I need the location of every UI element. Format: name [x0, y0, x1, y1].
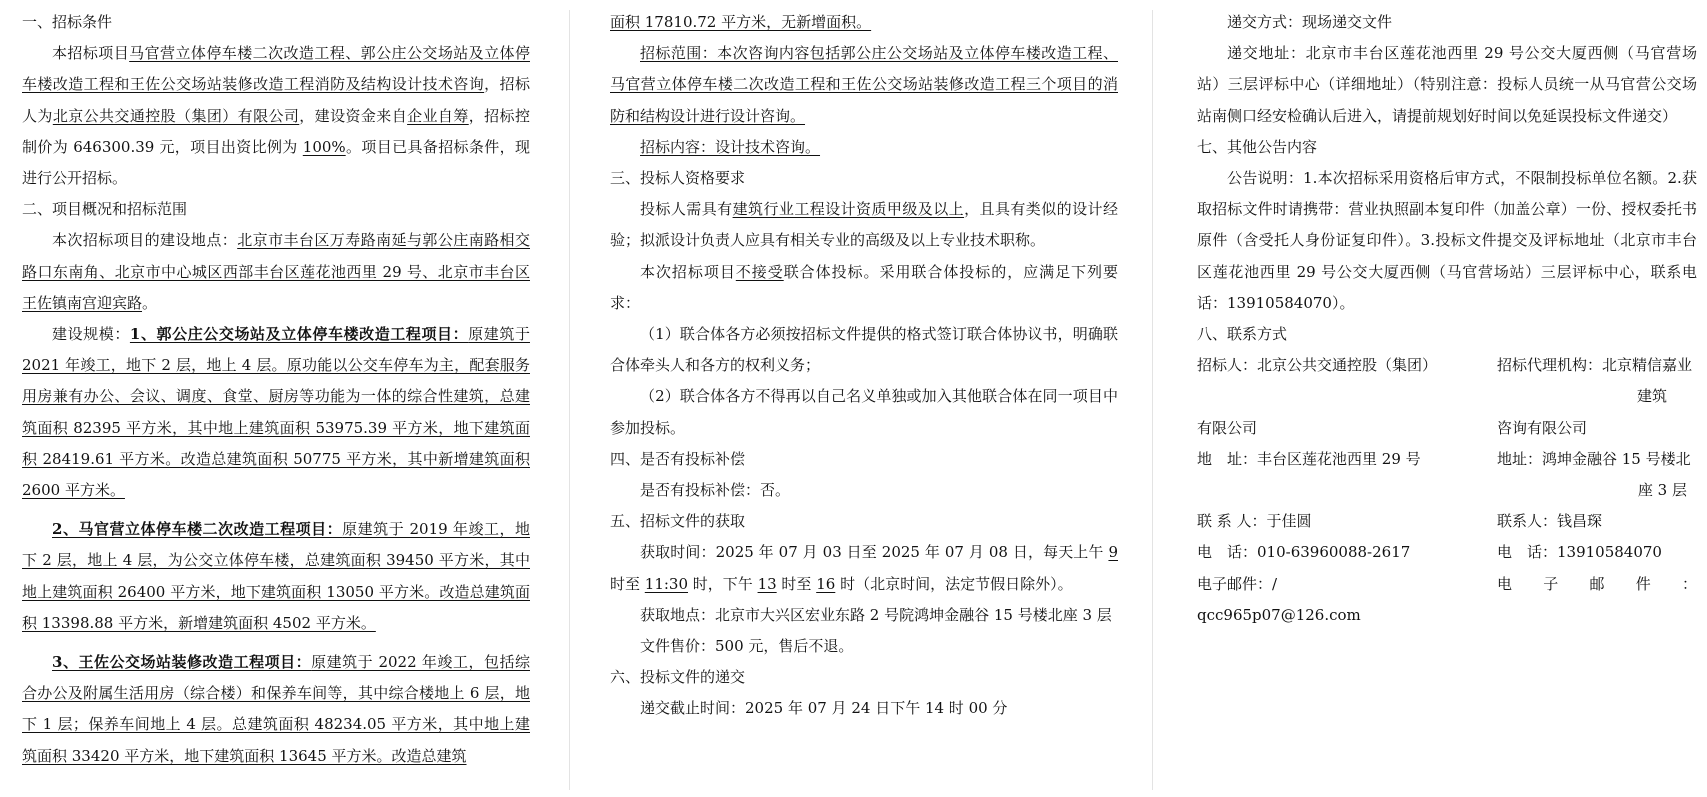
text: 本招标项目	[52, 44, 130, 63]
project-1-title: 1、郭公庄公交场站及立体停车楼改造工程项目：	[129, 325, 469, 344]
text: 面积 17810.72 平方米，无新增面积。	[610, 13, 872, 31]
section-heading-7: 七、其他公告内容	[1197, 137, 1318, 156]
agent-name-line-1: 招标代理机构：北京精信嘉业	[1497, 356, 1693, 375]
tender-scope: 招标范围：本次咨询内容包括郭公庄公交场站及立体停车楼改造工程、马官营立体停车楼二次改造工程和王佐公交场站装修改造工程三个项目的消防和结构设计进行设计咨询。	[610, 44, 1118, 125]
column-divider	[1152, 10, 1153, 790]
time-value: 13	[757, 574, 777, 593]
location-paragraph	[22, 225, 530, 319]
agent-address-line-2: 座 3 层	[1637, 481, 1687, 500]
document-price-paragraph: 文件售价：500 元，售后不退。	[640, 637, 854, 656]
text: 子	[1543, 574, 1559, 593]
agent-address	[1497, 444, 1697, 506]
tender-scope-paragraph	[610, 38, 1118, 132]
project-3-description: 原建筑于 2022 年竣工，包括综合办公及附属生活用房（综合楼）和保养车间等，其中综合楼地上 6 层，地下 1 层；保养车间地上 4 层。总建筑面积 48234.05 平方米，其中地上建筑面积 33420 平方米，地下建筑面积 13645 平方米。改造总建筑	[22, 653, 530, 765]
qualification-paragraph	[610, 194, 1118, 256]
text: 本次招标项目	[640, 262, 736, 281]
compensation-paragraph: 是否有投标补偿：否。	[640, 481, 791, 500]
tenderer-name-line-2: 有限公司	[1197, 418, 1258, 437]
qualification-level: 建筑行业工程设计资质甲级及以上	[732, 200, 965, 219]
text: 。	[142, 293, 158, 312]
time-value: 16	[816, 574, 836, 593]
continued-area-text	[610, 7, 1118, 38]
agent-name-line-2: 建筑	[1636, 387, 1667, 406]
spacer	[22, 639, 530, 647]
agent-address-line-1: 地址：鸿坤金融谷 15 号楼北	[1497, 449, 1691, 468]
text: 投标人需具有	[640, 200, 733, 219]
text: 时至	[610, 574, 645, 593]
construction-location: 北京市丰台区万寿路南延与郭公庄南路相交路口东南角、北京市中心城区西部丰台区莲花池西里 29 号、北京市丰台区王佐镇南宫迎宾路	[22, 231, 530, 312]
text: 联合体投标。采用联合体投标的，应满足下列要求：	[610, 262, 1118, 312]
tenderer-label: 招标人：北京公共交通控股（集团）	[1197, 356, 1438, 375]
contact-row-phone	[1197, 537, 1697, 568]
tender-conditions-paragraph	[22, 38, 530, 194]
tenderer-contact-person: 联 系 人：于佳圆	[1197, 512, 1312, 531]
page-column-1	[22, 7, 530, 797]
tenderer-name: 北京公共交通控股（集团）有限公司	[52, 106, 300, 125]
tenderer-phone: 电 话：010-63960088-2617	[1197, 543, 1411, 562]
announcement-notes-paragraph: 公告说明：1.本次招标采用资格后审方式，不限制投标单位名额。2.获取招标文件时请携带：营业执照副本复印件（加盖公章）一份、授权委托书原件（含受托人身份证复印件）。3.投标文件提交及评标地址（北京市丰台区莲花池西里 29 号公交大厦西侧（马官营场站）三层评标中心，联系电话：13910584070）。	[1197, 169, 1697, 312]
scale-paragraph-3	[22, 647, 530, 772]
section-heading-1: 一、招标条件	[22, 13, 113, 31]
page-column-2	[610, 7, 1118, 797]
tender-content-paragraph	[610, 132, 1118, 163]
section-heading-6: 六、投标文件的递交	[610, 668, 746, 687]
agent-name-line-3: 咨询有限公司	[1497, 418, 1588, 437]
contact-row-email	[1197, 569, 1697, 600]
section-heading-4: 四、是否有投标补偿	[610, 449, 746, 468]
text: 时至	[776, 574, 817, 593]
project-3-title: 3、王佐公交场站装修改造工程项目：	[52, 653, 312, 672]
spacer	[22, 506, 530, 514]
agent-email-value[interactable]: qcc965p07@126.com	[1197, 605, 1361, 624]
text: ，且具有类似的设计经验；拟派设计负责人应具有相关专业的高级及以上专业技术职称。	[610, 200, 1118, 250]
text: ，招标控制价为 646300.39 元，项目出资比例为	[22, 106, 530, 156]
text: ，招标人为	[22, 75, 530, 125]
text: 。项目已具备招标条件，现进行公开招标。	[22, 137, 530, 188]
contact-row-email-value	[1197, 600, 1697, 631]
submission-method-paragraph: 递交方式：现场递交文件	[1227, 13, 1393, 31]
page-column-3	[1197, 7, 1697, 797]
section-heading-5: 五、招标文件的获取	[610, 512, 746, 531]
text: 邮	[1589, 574, 1605, 593]
text: ：	[1681, 574, 1697, 593]
tenderer-address: 地 址：丰台区莲花池西里 29 号	[1197, 449, 1421, 468]
submission-deadline-paragraph: 递交截止时间：2025 年 07 月 24 日下午 14 时 00 分	[640, 699, 1008, 718]
consortium-status: 不接受	[735, 262, 784, 281]
section-heading-3: 三、投标人资格要求	[610, 169, 746, 188]
consortium-paragraph	[610, 257, 1118, 319]
text: 电	[1497, 574, 1513, 593]
agent-contact-person: 联系人：钱昌琛	[1497, 512, 1603, 531]
text: 件	[1635, 574, 1651, 593]
consortium-rule-1: （1）联合体各方必须按招标文件提供的格式签订联合体协议书，明确联合体牵头人和各方的权利义务；	[610, 325, 1118, 375]
text: ，建设资金来自	[299, 106, 408, 125]
fund-source: 企业自筹	[407, 106, 469, 125]
scale-paragraph-2	[22, 514, 530, 639]
text: 时，下午	[688, 574, 758, 593]
text: 建设规模：	[52, 325, 130, 344]
agent-email-label	[1497, 569, 1697, 600]
text: 获取时间：2025 年 07 月 03 日至 2025 年 07 月 08 日，每天上午	[640, 543, 1109, 562]
submission-address-paragraph: 递交地址：北京市丰台区莲花池西里 29 号公交大厦西侧（马官营场站）三层评标中心（详细地址）（特别注意：投标人员统一从马官营公交场站南侧口经安检确认后进入，请提前规划好时间以免延误投标文件递交）	[1197, 44, 1697, 125]
acquisition-place-paragraph: 获取地点：北京市大兴区宏业东路 2 号院鸿坤金融谷 15 号楼北座 3 层	[640, 605, 1112, 624]
scale-paragraph-1	[22, 319, 530, 506]
contact-row-address	[1197, 444, 1697, 506]
project-1-description: 原建筑于 2021 年竣工，地下 2 层，地上 4 层。原功能以公交车停车为主，配套服务用房兼有办公、会议、调度、食堂、厨房等功能为一体的综合性建筑，总建筑面积 82395 平方米，其中地上建筑面积 53975.39 平方米，地下建筑面积 28419.61 平方米。改造总建筑面积 50775 平方米，其中新增建筑面积 2600 平方米。	[22, 325, 530, 500]
contact-row-name	[1197, 350, 1697, 412]
consortium-rule-2: （2）联合体各方不得再以自己名义单独或加入其他联合体在同一项目中参加投标。	[610, 387, 1118, 437]
agent-label	[1497, 350, 1697, 412]
contact-row-person	[1197, 506, 1697, 537]
funding-ratio: 100%	[302, 137, 346, 156]
contact-row-name-cont	[1197, 413, 1697, 444]
acquisition-time-paragraph	[610, 537, 1118, 599]
agent-phone: 电 话：13910584070	[1497, 543, 1662, 562]
project-2-description: 原建筑于 2019 年竣工，地下 2 层，地上 4 层，为公交立体停车楼，总建筑面积 39450 平方米，其中地上建筑面积 26400 平方米，地下建筑面积 13050 平方米。改造总建筑面积 13398.88 平方米，新增建筑面积 4502 平方米。	[22, 520, 530, 632]
tender-content: 招标内容：设计技术咨询。	[640, 137, 821, 156]
column-divider	[569, 10, 570, 790]
text: 本次招标项目的建设地点：	[52, 231, 238, 250]
text: 时（北京时间，法定节假日除外）。	[835, 574, 1073, 593]
time-value: 11:30	[644, 574, 689, 593]
time-value: 9	[1108, 543, 1118, 562]
tenderer-email: 电子邮件：/	[1197, 574, 1278, 593]
section-heading-8: 八、联系方式	[1197, 325, 1288, 344]
section-heading-2: 二、项目概况和招标范围	[22, 200, 188, 219]
project-2-title: 2、马官营立体停车楼二次改造工程项目：	[52, 520, 343, 539]
project-name: 马官营立体停车楼二次改造工程、郭公庄公交场站及立体停车楼改造工程和王佐公交场站装修改造工程消防及结构设计技术咨询	[22, 44, 530, 94]
